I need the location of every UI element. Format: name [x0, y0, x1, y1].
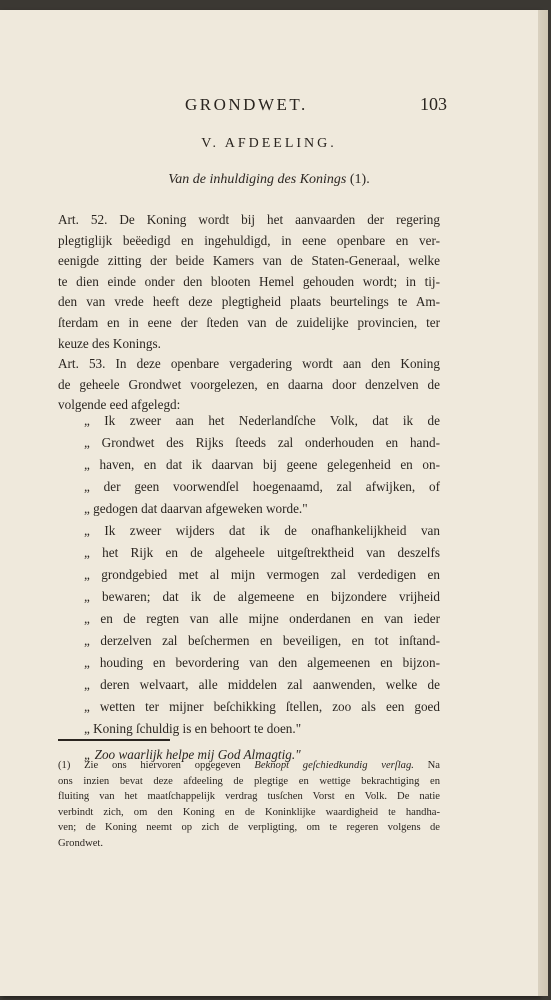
page-number: 103 — [420, 94, 447, 114]
body-line: Art. 53. In deze openbare vergadering wordt aan den Koning — [58, 356, 440, 372]
oath-line: „ bewaren; dat ik de algemeene en bijzondere vrijheid — [84, 589, 440, 604]
oath-line: „ houding en bevordering van den algemeenen en bijzon- — [84, 655, 440, 670]
body-line: plegtiglijk beëedigd en ingehuldigd, in eene openbare en ver- — [58, 232, 440, 248]
subtitle-italic: Van de inhuldiging des Konings — [168, 172, 347, 187]
body-line: eenigde zitting der beide Kamers van de Staten-Generaal, welke — [58, 253, 440, 269]
footnote-line: Grondwet. — [58, 837, 104, 849]
oath-text — [84, 410, 440, 766]
oath-line: „ Koning ſchuldig is en behoort te doen." — [84, 721, 302, 736]
oath-line: „ wetten ter mijner beſchikking ſtellen, zoo als een goed — [84, 699, 440, 714]
footnote-line: ons inzien bevat deze afdeeling de plegtige en wettige bekrachtiging en — [58, 775, 440, 787]
oath-line: „ Ik zweer wijders dat ik de onafhankelijkheid van — [84, 523, 440, 538]
footnote — [58, 758, 440, 852]
article-text — [58, 210, 440, 416]
page-edge — [538, 10, 548, 996]
oath-line: „ het Rijk en de algeheele uitgeſtrektheid van deszelfs — [84, 545, 440, 560]
oath-line: „ der geen voorwendſel hoegenaamd, zal afwijken, of — [84, 479, 440, 494]
footnote-prefix: (1) Zie ons hiervoren opgegeven — [58, 760, 255, 771]
footnote-first-line — [58, 758, 440, 774]
subtitle-footnote-ref: (1). — [346, 172, 370, 187]
body-line: keuze des Konings. — [58, 335, 161, 351]
oath-line: „ gedogen dat daarvan afgeweken worde." — [84, 501, 308, 516]
footnote-suffix: Na — [413, 760, 440, 771]
section-title: V. AFDEELING. — [201, 136, 337, 151]
oath-line: „ haven, en dat ik daarvan bij geene gelegenheid en on- — [84, 457, 440, 472]
body-line: te dien einde onder den blooten Hemel gehouden wordt; in tij- — [58, 273, 440, 289]
oath-line: „ grondgebied met al mijn vermogen zal verdedigen en — [84, 567, 440, 582]
body-line: den van vrede heeft deze plegtigheid plaats beurtelings te Am- — [58, 294, 440, 310]
running-head-title: GRONDWET. — [185, 95, 308, 114]
body-line: de geheele Grondwet voorgelezen, en daarna door denzelven de — [58, 376, 440, 392]
footnote-line: fluiting van het maatſchappelijk verdrag tusſchen Vorst en Volk. De natie — [58, 791, 440, 803]
running-head — [0, 95, 538, 119]
footnote-line: verbindt zich, om den Koning en de Koninklijke waardigheid te handha- — [58, 806, 440, 818]
footnote-line: ven; de Koning neemt op zich de verpligting, om te regeren volgens de — [58, 822, 440, 834]
footnote-italic-title: Beknopt geſchiedkundig verſlag. — [254, 760, 414, 771]
body-line: ſterdam en in eene der ſteden van de zuidelijke provincien, ter — [58, 314, 440, 330]
oath-closing-line: „ Zoo waarlijk helpe mij God Almagtig." — [84, 747, 301, 762]
oath-line: „ Ik zweer aan het Nederlandſche Volk, dat ik de — [84, 413, 440, 428]
oath-line: „ derzelven zal beſchermen en beveiligen, en tot inſtand- — [84, 633, 440, 648]
oath-line: „ deren welvaart, alle middelen zal aanwenden, welke de — [84, 677, 440, 692]
section-subtitle — [0, 172, 538, 188]
oath-line: „ en de regten van alle mijne onderdanen en van ieder — [84, 611, 440, 626]
oath-line: „ Grondwet des Rijks ſteeds zal onderhouden en hand- — [84, 435, 440, 450]
body-line: volgende eed afgelegd: — [58, 397, 181, 413]
body-line: Art. 52. De Koning wordt bij het aanvaarden der regering — [58, 212, 440, 227]
footnote-rule — [58, 739, 170, 741]
book-page — [0, 10, 539, 996]
